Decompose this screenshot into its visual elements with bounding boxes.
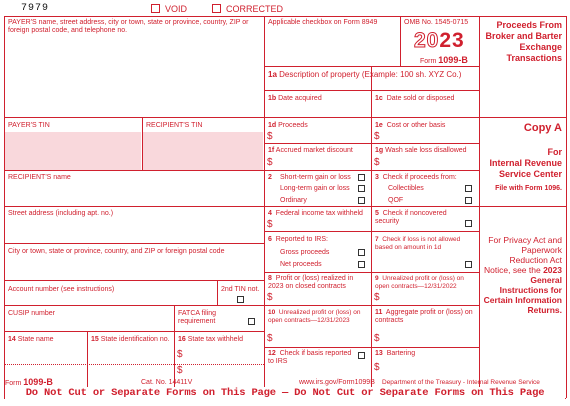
box-6-net-checkbox[interactable] [358, 261, 365, 268]
box-1f-dollar: $ [267, 157, 273, 168]
box-12-checkbox[interactable] [358, 352, 365, 359]
box-6-option-net: Net proceeds [280, 261, 322, 268]
recipient-name-label: RECIPIENT'S name [8, 174, 71, 181]
file-with: File with Form 1096. [495, 185, 562, 192]
box-10-label: 10 Unrealized profit or (loss) on open contracts—12/31/2023 [268, 309, 361, 324]
form-title: Proceeds From Broker and Barter Exchange Transactions [485, 20, 562, 63]
payer-info-label: PAYER'S name, street address, city or town, state or province, country, ZIP or foreign postal code, and telephone no. [8, 19, 249, 34]
box-1c-label: 1c Date sold or disposed [375, 95, 455, 102]
corrected-label: CORRECTED [226, 4, 284, 14]
box-3-collectibles-checkbox[interactable] [465, 185, 472, 192]
box-4-dollar: $ [267, 219, 273, 230]
footer-dept: Department of the Treasury - Internal Revenue Service [382, 379, 540, 386]
box-9-label: 9 Unrealized profit or (loss) on open contracts—12/31/2022 [375, 275, 464, 290]
box-2-ordinary-checkbox[interactable] [358, 197, 365, 204]
account-label: Account number (see instructions) [8, 286, 115, 293]
footer-form: Form 1099-B [5, 377, 53, 387]
box-1e-label: 1e Cost or other basis [375, 122, 446, 129]
box-14-label: 14 State name [8, 336, 54, 343]
box-12-label: 12 Check if basis reported to IRS [268, 350, 352, 365]
tax-year-suffix: 23 [439, 29, 465, 52]
box-1e-dollar: $ [374, 131, 380, 142]
box-1g-label: 1g Wash sale loss disallowed [375, 147, 467, 154]
box-6-gross-checkbox[interactable] [358, 249, 365, 256]
box-1d-label: 1d Proceeds [268, 122, 308, 129]
box-2-option-long: Long-term gain or loss [280, 185, 350, 192]
payer-tin-label: PAYER'S TIN [8, 122, 50, 129]
applicable-checkbox-label: Applicable checkbox on Form 8949 [268, 19, 378, 26]
second-tin-checkbox[interactable] [237, 296, 244, 303]
box-13-label: 13 Bartering [375, 350, 416, 357]
box-3-label: 3 Check if proceeds from: [375, 174, 457, 181]
street-label: Street address (including apt. no.) [8, 210, 114, 217]
box-15-label: 15 State identification no. [91, 336, 170, 343]
footer-url: www.irs.gov/Form1099B [299, 379, 375, 386]
box-2-short-checkbox[interactable] [358, 174, 365, 181]
box-4-label: 4 Federal income tax withheld [268, 210, 363, 217]
box-3-option-collectibles: Collectibles [388, 185, 424, 192]
box-5-checkbox[interactable] [465, 220, 472, 227]
void-label: VOID [165, 4, 188, 14]
box-5-label: 5 Check if noncovered security [375, 210, 447, 225]
recipient-tin-label: RECIPIENT'S TIN [146, 122, 203, 129]
box-1b-label: 1b Date acquired [268, 95, 322, 102]
box-8-dollar: $ [267, 292, 273, 303]
box-11-dollar: $ [374, 333, 380, 344]
footer-cat: Cat. No. 14411V [141, 379, 193, 386]
box-7-label: 7 Check if loss is not allowed based on amount in 1d [375, 236, 461, 251]
second-tin-label: 2nd TIN not. [221, 286, 260, 293]
box-2-num: 2 [268, 174, 272, 181]
box-3-option-qof: QOF [388, 197, 404, 204]
box-2-option-short: Short-term gain or loss [280, 174, 351, 181]
privacy-notice: For Privacy Act and Paperwork Reduction Act Notice, see the 2023 General Instructions for Certain Information Returns. [483, 235, 562, 315]
form-label: Form 1099-B [420, 55, 468, 65]
copy-for: For [547, 147, 562, 157]
box-8-label: 8 Profit or (loss) realized in 2023 on closed contracts [268, 275, 354, 290]
box-6-option-gross: Gross proceeds [280, 249, 330, 256]
box-2-option-ordinary: Ordinary [280, 197, 307, 204]
box-1a-label: 1a Description of property (Example: 100 sh. XYZ Co.) [268, 70, 462, 79]
box-10-dollar: $ [267, 333, 273, 344]
form-code: 7979 [21, 3, 50, 14]
corrected-checkbox[interactable] [212, 4, 221, 13]
box-3-qof-checkbox[interactable] [465, 197, 472, 204]
box-7-checkbox[interactable] [465, 261, 472, 268]
cusip-label: CUSIP number [8, 310, 55, 317]
box-16-label: 16 State tax withheld [178, 336, 244, 343]
tax-year-prefix: 20 [414, 29, 440, 52]
box-16-dollar-2: $ [177, 365, 183, 376]
copy-title: Copy A [523, 122, 562, 134]
box-1d-dollar: $ [267, 131, 273, 142]
fatca-checkbox[interactable] [248, 318, 255, 325]
box-1g-dollar: $ [374, 157, 380, 168]
box-1f-label: 1f Accrued market discount [268, 147, 353, 154]
box-9-dollar: $ [374, 292, 380, 303]
box-6-label: 6 Reported to IRS: [268, 236, 328, 243]
copy-agency: Internal Revenue Service Center [489, 158, 562, 179]
fatca-label: FATCA filing requirement [178, 310, 216, 325]
do-not-cut-notice: Do Not Cut or Separate Forms on This Page — Do Not Cut or Separate Forms on This Page [5, 387, 565, 399]
city-label: City or town, state or province, country, and ZIP or foreign postal code [8, 248, 225, 255]
box-13-dollar: $ [374, 362, 380, 373]
tax-year [414, 30, 465, 52]
box-11-label: 11 Aggregate profit or (loss) on contracts [375, 309, 473, 324]
box-16-dollar-1: $ [177, 349, 183, 360]
box-2-long-checkbox[interactable] [358, 185, 365, 192]
void-checkbox[interactable] [151, 4, 160, 13]
omb-label: OMB No. 1545-0715 [404, 19, 469, 26]
